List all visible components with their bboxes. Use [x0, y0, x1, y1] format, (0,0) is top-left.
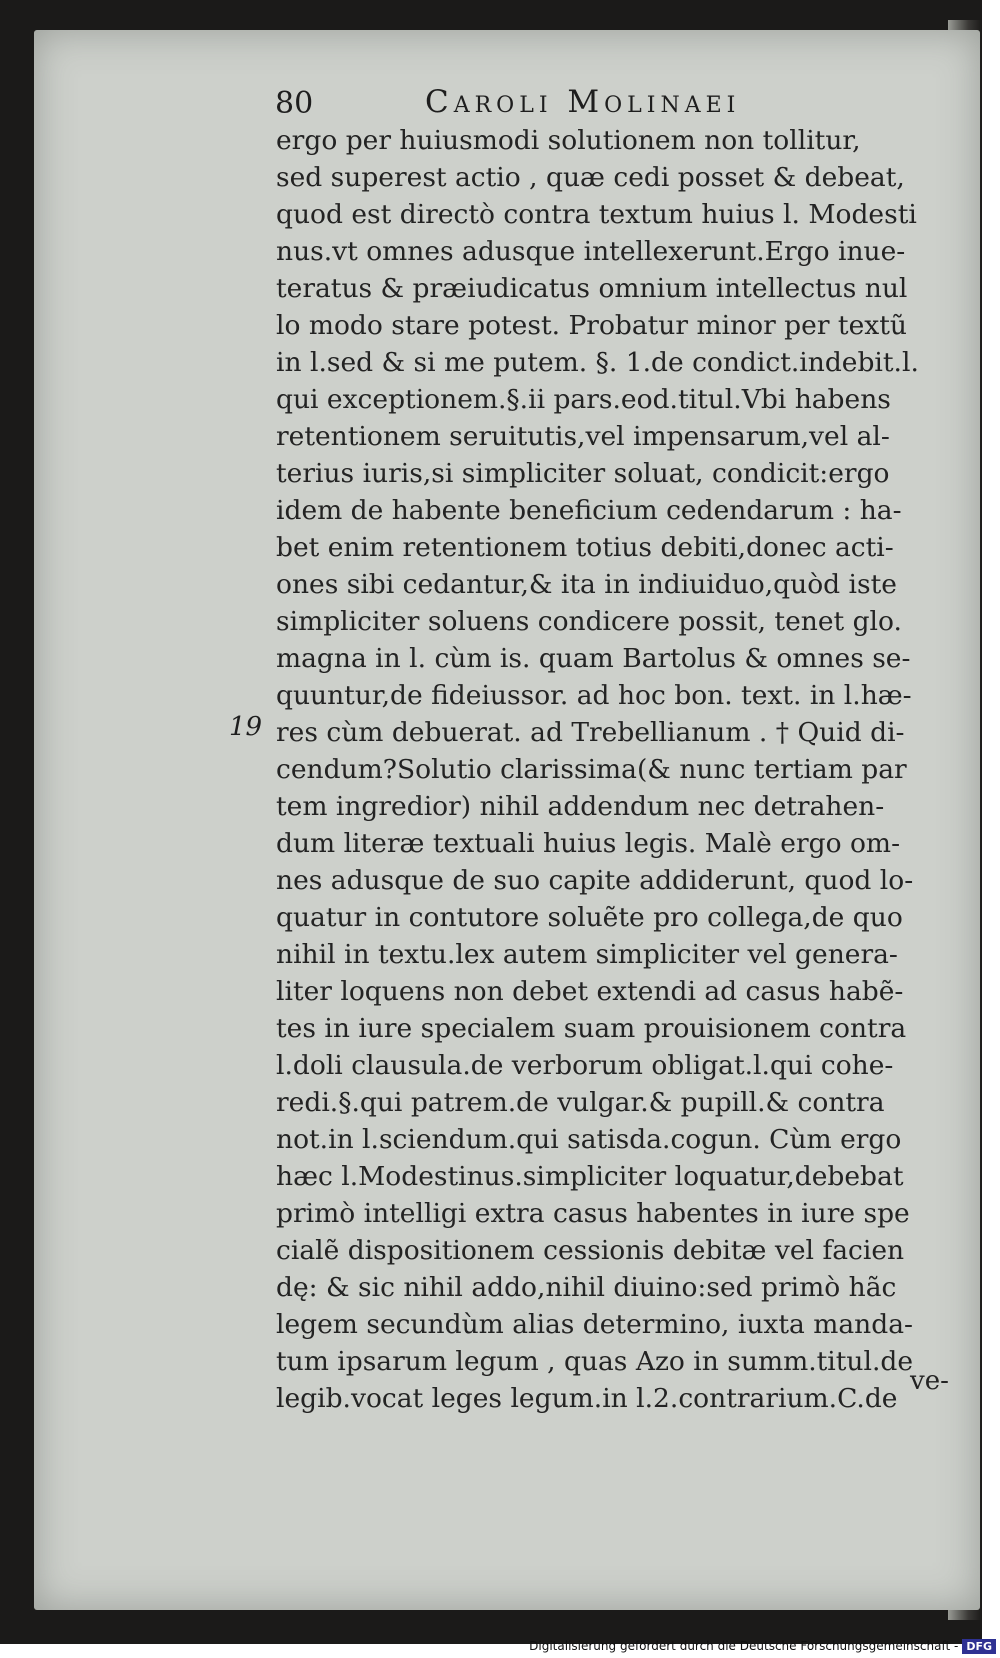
text-line: tum ipsarum legum , quas Azo in summ.titul.de	[276, 1346, 914, 1377]
text-line: res cùm debuerat. ad Trebellianum . † Quid di-	[276, 717, 905, 748]
text-line: dę: & sic nihil addo,nihil diuino:sed primò hãc	[276, 1272, 897, 1303]
text-line: redi.§.qui patrem.de vulgar.& pupill.& contra	[276, 1087, 885, 1118]
text-line: ergo per huiusmodi solutionem non tollitur,	[276, 125, 861, 156]
footer	[529, 1638, 996, 1654]
text-line: sed superest actio , quæ cedi posset & debeat,	[276, 162, 905, 193]
text-line: simpliciter soluens condicere possit, tenet glo.	[276, 606, 902, 637]
text-line: l.doli clausula.de verborum obligat.l.qui cohe-	[276, 1050, 894, 1081]
text-line: dum literæ textuali huius legis. Malè ergo om-	[276, 828, 901, 859]
text-line: quuntur,de fideiussor. ad hoc bon. text. in l.hæ-	[276, 680, 912, 711]
dfg-logo: DFG	[962, 1639, 996, 1654]
text-line: terius iuris,si simpliciter soluat, condicit:ergo	[276, 458, 890, 489]
text-line: liter loquens non debet extendi ad casus habẽ-	[276, 976, 904, 1007]
body-text	[276, 122, 952, 1417]
running-head: Caroli Molinaei	[425, 84, 741, 120]
page-number: 80	[275, 86, 314, 121]
text-line: hæc l.Modestinus.simpliciter loquatur,debebat	[276, 1161, 904, 1192]
text-line: teratus & præiudicatus omnium intellectus nul	[276, 273, 908, 304]
text-line: nus.vt omnes adusque intellexerunt.Ergo inue-	[276, 236, 906, 267]
text-line: not.in l.sciendum.qui satisda.cogun. Cùm ergo	[276, 1124, 902, 1155]
text-line: bet enim retentionem totius debiti,donec acti-	[276, 532, 894, 563]
text-line: qui exceptionem.§.ii pars.eod.titul.Vbi habens	[276, 384, 891, 415]
text-line: legem secundùm alias determino, iuxta manda-	[276, 1309, 913, 1340]
text-line: in l.sed & si me putem. §. 1.de condict.indebit.l.	[276, 347, 919, 378]
text-line: cialẽ dispositionem cessionis debitæ vel facien	[276, 1235, 905, 1266]
text-line: legib.vocat leges legum.in l.2.contrarium.C.de	[276, 1383, 898, 1414]
text-line: magna in l. cùm is. quam Bartolus & omnes se-	[276, 643, 911, 674]
text-line: quatur in contutore soluẽte pro collega,de quo	[276, 902, 903, 933]
text-line: idem de habente beneficium cedendarum : ha-	[276, 495, 902, 526]
text-line: retentionem seruitutis,vel impensarum,vel al-	[276, 421, 890, 452]
text-line: ones sibi cedantur,& ita in indiuiduo,quòd iste	[276, 569, 897, 600]
text-line: tem ingredior) nihil addendum nec detrahen-	[276, 791, 885, 822]
text-line: nes adusque de suo capite addiderunt, quod lo-	[276, 865, 914, 896]
catchword: ve-	[910, 1366, 949, 1396]
text-line: tes in iure specialem suam prouisionem contra	[276, 1013, 907, 1044]
text-line: nihil in textu.lex autem simpliciter vel genera-	[276, 939, 898, 970]
text-line: quod est directò contra textum huius l. Modesti	[276, 199, 917, 230]
text-line: lo modo stare potest. Probatur minor per textũ	[276, 310, 907, 341]
text-line: cendum?Solutio clarissima(& nunc tertiam par	[276, 754, 907, 785]
text-line: primò intelligi extra casus habentes in iure spe	[276, 1198, 910, 1229]
margin-note: 19	[229, 712, 263, 742]
footer-text: Digitalisierung gefördert durch die Deutsche Forschungsgemeinschaft -	[529, 1639, 959, 1653]
